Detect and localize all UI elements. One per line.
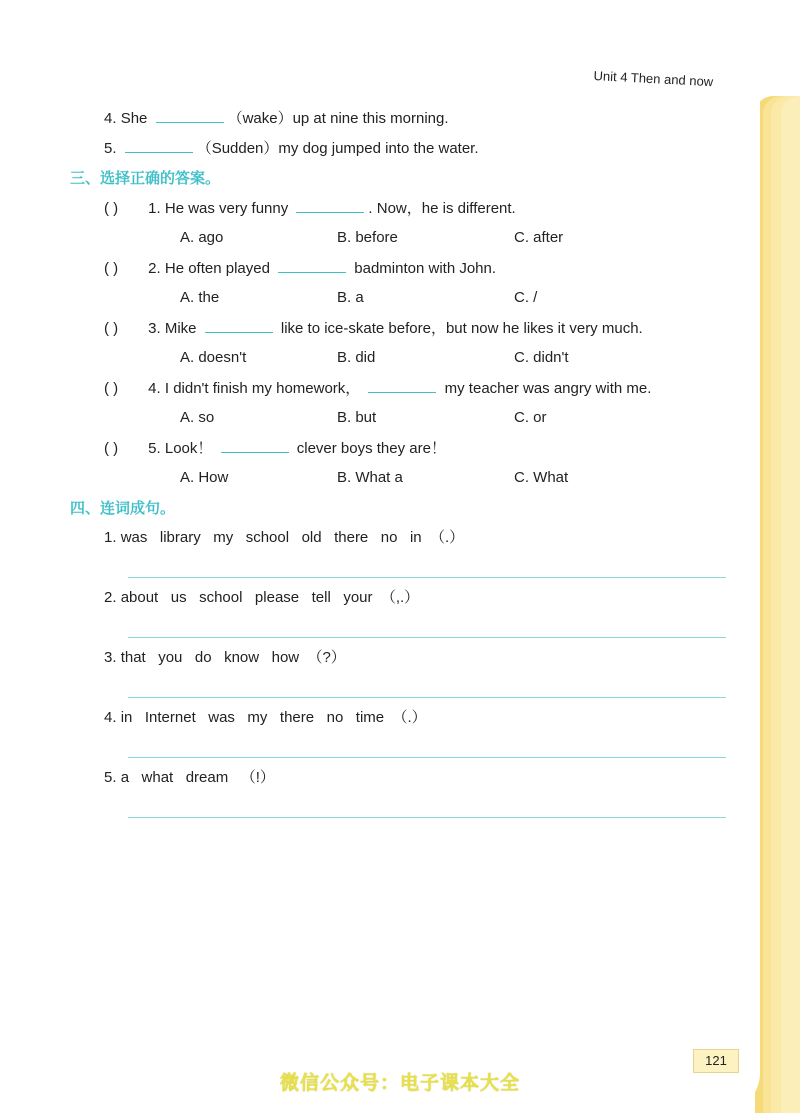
choice-question-4: ( ) 4. I didn't finish my homework， my teacher was angry with me. — [104, 380, 652, 397]
sentence-item-1: 1. was library my school old there no in （.） — [104, 529, 465, 546]
option-c[interactable]: C. What — [514, 469, 569, 486]
option-c[interactable]: C. after — [514, 229, 564, 246]
answer-blank — [278, 258, 346, 273]
answer-paren[interactable]: ( ) — [104, 320, 119, 337]
sentence-item-5: 5. a what dream （!） — [104, 769, 275, 786]
sentence-item-2: 2. about us school please tell your （,.） — [104, 589, 420, 606]
option-c[interactable]: C. / — [514, 289, 538, 306]
option-c[interactable]: C. didn't — [514, 349, 569, 366]
choice-question-1: ( ) 1. He was very funny . Now，he is different. — [104, 200, 516, 217]
unit-header: Unit 4 Then and now — [593, 68, 714, 90]
choice-question-2: ( ) 2. He often played badminton with John. — [104, 260, 497, 277]
option-a[interactable]: A. doesn't — [180, 349, 247, 366]
option-a[interactable]: A. How — [180, 469, 229, 486]
choice-question-5: ( ) 5. Look！ clever boys they are！ — [104, 440, 446, 457]
answer-paren[interactable]: ( ) — [104, 440, 119, 457]
fill-item-4: 4. She （wake）up at nine this morning. — [104, 110, 449, 127]
sentence-item-4: 4. in Internet was my there no time （.） — [104, 709, 427, 726]
option-c[interactable]: C. or — [514, 409, 547, 426]
answer-blank — [221, 438, 289, 453]
answer-paren[interactable]: ( ) — [104, 260, 119, 277]
page-edge-decoration — [755, 96, 800, 1113]
answer-line[interactable] — [128, 577, 726, 578]
answer-line[interactable] — [128, 757, 726, 758]
fill-item-5: 5. （Sudden）my dog jumped into the water. — [104, 140, 479, 157]
answer-blank[interactable] — [156, 108, 224, 123]
option-a[interactable]: A. the — [180, 289, 220, 306]
option-a[interactable]: A. so — [180, 409, 215, 426]
option-b[interactable]: B. a — [337, 289, 364, 306]
option-a[interactable]: A. ago — [180, 229, 224, 246]
answer-paren[interactable]: ( ) — [104, 200, 119, 217]
choice-question-3: ( ) 3. Mike like to ice-skate before，but now he likes it very much. — [104, 320, 643, 337]
answer-line[interactable] — [128, 697, 726, 698]
answer-blank — [368, 378, 436, 393]
answer-paren[interactable]: ( ) — [104, 380, 119, 397]
answer-line[interactable] — [128, 817, 726, 818]
answer-blank — [296, 198, 364, 213]
section-heading-sentence: 四、连词成句。 — [70, 499, 176, 517]
option-b[interactable]: B. What a — [337, 469, 403, 486]
watermark: 微信公众号：电子课本大全 — [279, 1072, 520, 1094]
answer-line[interactable] — [128, 637, 726, 638]
sentence-item-3: 3. that you do know how （?） — [104, 649, 346, 666]
option-b[interactable]: B. but — [337, 409, 377, 426]
page-number: 121 — [693, 1049, 739, 1073]
answer-blank — [205, 318, 273, 333]
option-b[interactable]: B. did — [337, 349, 376, 366]
answer-blank[interactable] — [125, 138, 193, 153]
option-b[interactable]: B. before — [337, 229, 398, 246]
section-heading-choice: 三、选择正确的答案。 — [70, 169, 221, 187]
